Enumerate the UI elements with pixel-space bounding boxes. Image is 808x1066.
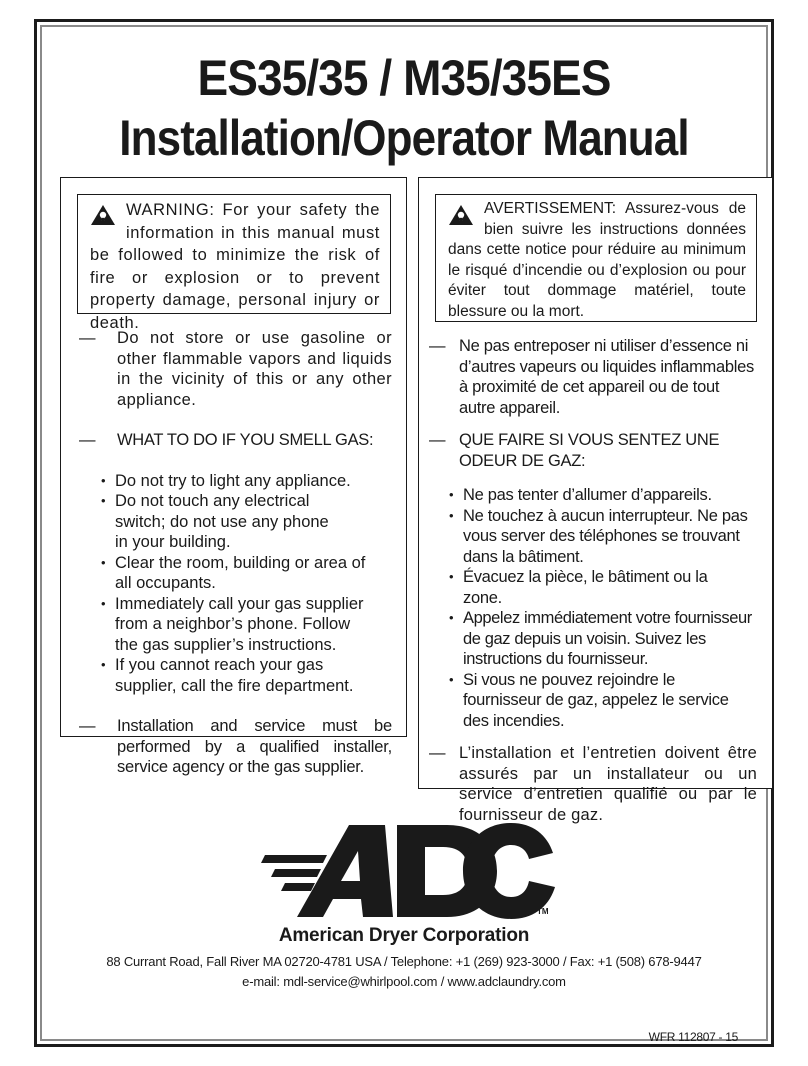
warning-triangle-icon (448, 204, 474, 226)
english-warning-text: WARNING: For your safety the information in this manual must be followed to minimize the risk of fire or explosion or to prevent property damage, personal injury or death. (90, 201, 380, 332)
english-gas-steps (79, 471, 392, 697)
french-item-smell-gas: — QUE FAIRE SI VOUS SENTEZ UNE ODEUR DE GAZ: (429, 431, 720, 470)
page-title-manual: Installation/Operator Manual (119, 110, 689, 166)
french-gas-steps (429, 485, 757, 731)
list-item: • Si vous ne pouvez rejoindre le fournisseur de gaz, appelez le service des incendies. (449, 670, 729, 730)
warning-triangle-icon (90, 204, 116, 226)
list-item: • Clear the room, building or area of all occupants. (101, 553, 366, 592)
french-instructions (429, 336, 757, 825)
english-safety-column (60, 177, 407, 776)
french-warning-box (435, 194, 757, 322)
dash-marker: — (79, 431, 96, 449)
dash-marker: — (429, 744, 446, 762)
list-item: • Do not touch any electrical switch; do not use any phone in your building. (101, 492, 329, 551)
list-item: • Évacuez la pièce, le bâtiment ou la zone. (449, 568, 708, 607)
dash-marker: — (429, 431, 446, 449)
contact-info (42, 952, 766, 992)
english-warning-box (77, 194, 391, 332)
dash-marker: — (429, 337, 446, 355)
email-website: e-mail: mdl-service@whirlpool.com / www.adclaundry.com (242, 974, 566, 989)
list-item: • If you cannot reach your gas supplier, call the fire department. (101, 656, 354, 695)
page-inner-border (40, 25, 768, 1044)
address-phone-fax: 88 Currant Road, Fall River MA 02720-4781 USA / Telephone: +1 (269) 923-3000 / Fax: +1 (508) 678-9447 (106, 954, 702, 969)
english-item-storage: — Do not store or use gasoline or other flammable vapors and liquids in the vicinity of this or any other appliance. (79, 329, 392, 409)
list-item: • Ne pas tenter d’allumer d’appareils. (449, 486, 712, 504)
dash-marker: — (79, 717, 96, 735)
company-name: American Dryer Corporation (278, 925, 530, 946)
page-title-models: ES35/35 / M35/35ES (197, 50, 611, 106)
french-safety-column (418, 177, 773, 824)
list-item: • Appelez immédiatement votre fournisseur de gaz depuis un voisin. Suivez les instructions du fournisseur. (449, 609, 752, 668)
list-item: • Ne touchez à aucun interrupteur. Ne pas vous server des téléphones se trouvant dans la bâtiment. (449, 506, 748, 566)
adc-logo (257, 817, 557, 927)
french-item-installation: — L’installation et l’entretien doivent être assurés par un installateur ou un service d’entretien qualifié ou par le fournisseur de gaz. (429, 744, 757, 824)
english-item-installation: — Installation and service must be performed by a qualified installer, service agency or the gas supplier. (79, 717, 392, 776)
french-item-storage: — Ne pas entreposer ni utiliser d’essence ni d’autres vapeurs ou liquides inflammables à proximité de cet appareil ou de tout autre appareil. (429, 337, 754, 417)
list-item: • Immediately call your gas supplier from a neighbor’s phone. Follow the gas supplier’s instructions. (101, 594, 364, 654)
dash-marker: — (79, 329, 96, 347)
page-outer-border (34, 19, 774, 1047)
english-instructions (79, 328, 392, 778)
document-number: WFR 112807 - 15 (648, 1030, 738, 1044)
trademark-symbol: TM (537, 907, 549, 916)
english-item-smell-gas: — WHAT TO DO IF YOU SMELL GAS: (79, 431, 374, 449)
french-warning-text: AVERTISSEMENT: Assurez-vous de bien suivre les instructions données dans cette notice pour réduire au minimum le risqué d’incendie ou d’explosion ou pour éviter tout dommage matériel, toute blessure ou la mort. (448, 200, 746, 320)
list-item: • Do not try to light any appliance. (101, 471, 351, 490)
